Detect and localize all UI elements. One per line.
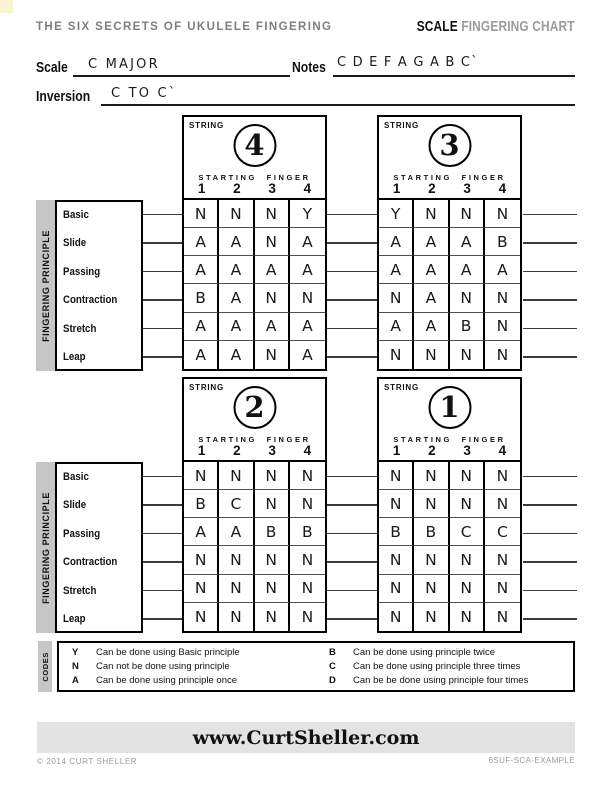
starting-finger-label: STARTING FINGER xyxy=(393,435,506,444)
connector-line xyxy=(327,504,377,506)
string-grid-1 xyxy=(377,377,522,633)
grid-cell: N xyxy=(379,546,414,574)
string-group-4-3 xyxy=(36,115,577,371)
principle-label: Stretch xyxy=(63,584,97,597)
grid-cell: B xyxy=(255,518,290,546)
connector-line xyxy=(327,242,377,244)
grid-cell: A xyxy=(219,313,254,341)
finger-numbers xyxy=(379,181,520,196)
connector-line xyxy=(327,328,377,330)
grid-cell: N xyxy=(219,200,254,228)
grid-cell: N xyxy=(485,546,520,574)
grid-cell: N xyxy=(219,462,254,490)
grid-cell: B xyxy=(290,518,325,546)
grid-cell: N xyxy=(414,490,449,518)
grid-cell: A xyxy=(414,313,449,341)
grid-cell: A xyxy=(219,228,254,256)
grid-cell: N xyxy=(184,575,219,603)
connector-line xyxy=(523,271,577,273)
inversion-field-value: C TO C` xyxy=(111,86,178,101)
principle-label: Contraction xyxy=(63,294,118,306)
finger-numbers xyxy=(184,443,325,458)
grid-cell: C xyxy=(219,490,254,518)
principle-label: Leap xyxy=(63,351,86,363)
fingering-principle-sidebar xyxy=(36,462,55,633)
finger-number: 3 xyxy=(268,443,276,458)
grid-cell: N xyxy=(184,200,219,228)
principle-label: Leap xyxy=(63,613,86,625)
connector-line xyxy=(143,618,182,620)
finger-numbers xyxy=(379,443,520,458)
connector-line xyxy=(327,271,377,273)
connector-line xyxy=(143,504,182,506)
grid-cell: A xyxy=(290,313,325,341)
grid-cell: A xyxy=(302,345,313,364)
connector-line xyxy=(523,476,577,478)
finger-number: 2 xyxy=(428,181,436,196)
grid-cell: A xyxy=(219,284,254,312)
document-title: THE SIX SECRETS OF UKULELE FINGERING xyxy=(36,21,333,33)
code-letter: C xyxy=(329,660,336,672)
connector-line xyxy=(143,356,182,358)
grid-cell: N xyxy=(414,603,449,631)
grid-cell: B xyxy=(379,518,414,546)
string-label: STRING xyxy=(189,383,225,392)
grid-cell: N xyxy=(450,546,485,574)
connector-line xyxy=(523,328,577,330)
grid-cell: A xyxy=(184,313,219,341)
scan-artifact xyxy=(0,0,13,13)
connector-line xyxy=(327,590,377,592)
code-item xyxy=(59,645,316,659)
grid-cell: A xyxy=(485,256,520,284)
finger-numbers xyxy=(184,181,325,196)
grid-cell: N xyxy=(414,462,449,490)
code-item xyxy=(316,645,573,659)
connector-line xyxy=(143,533,182,535)
grid-cell: A xyxy=(450,256,485,284)
finger-number: 3 xyxy=(463,181,471,196)
grid-cell: N xyxy=(485,200,520,228)
notes-field-line xyxy=(333,75,575,77)
grid-cell: N xyxy=(414,546,449,574)
grid-cell: N xyxy=(255,546,290,574)
code-description: Can not be done using principle xyxy=(96,660,230,672)
code-item xyxy=(59,674,316,688)
grid-cell: N xyxy=(255,575,290,603)
grid-cell: N xyxy=(255,228,290,256)
grid-cell: N xyxy=(290,490,325,518)
inversion-field-line xyxy=(101,104,575,106)
connector-line xyxy=(523,299,577,301)
code-description: Can be done using Basic principle xyxy=(96,646,240,658)
grid-cell: B xyxy=(485,228,520,256)
finger-number: 1 xyxy=(392,181,401,196)
grid-cell: Y xyxy=(290,200,325,228)
codes-legend-box xyxy=(57,641,575,692)
connector-line xyxy=(143,328,182,330)
notes-field-value: C D E F A G A B C` xyxy=(337,55,479,70)
copyright-text: © 2014 CURT SHELLER xyxy=(37,757,138,766)
chart-title-scale: SCALE xyxy=(416,19,459,35)
grid-cell: B xyxy=(184,284,219,312)
grid-cell: N xyxy=(290,462,325,490)
chart-title xyxy=(417,19,575,35)
connector-line xyxy=(143,299,182,301)
grid-cell: N xyxy=(255,603,290,631)
finger-number: 2 xyxy=(233,181,241,196)
finger-number: 3 xyxy=(268,181,276,196)
grid-cell: N xyxy=(496,607,509,626)
connector-line xyxy=(327,476,377,478)
fingering-principle-sidebar-label: FINGERING PRINCIPLE xyxy=(40,491,51,604)
grid-cell: A xyxy=(184,518,219,546)
grid-cell: A xyxy=(219,256,254,284)
grid-cell: N xyxy=(184,546,219,574)
connector-line xyxy=(143,271,182,273)
string-grid-3 xyxy=(377,115,522,371)
connector-line xyxy=(143,242,182,244)
connector-line xyxy=(523,356,577,358)
string-grid-2 xyxy=(182,377,327,633)
principle-label: Passing xyxy=(63,265,101,278)
finger-number: 4 xyxy=(303,443,312,458)
fingering-principle-sidebar xyxy=(36,200,55,371)
grid-cell: A xyxy=(290,228,325,256)
code-letter: A xyxy=(72,675,79,687)
connector-line xyxy=(143,476,182,478)
grid-cell: Y xyxy=(379,200,414,228)
footer-banner xyxy=(37,722,575,753)
grid-cell: N xyxy=(496,345,509,364)
grid-cell: A xyxy=(379,313,414,341)
connector-line xyxy=(143,561,182,563)
grid-cell: N xyxy=(290,575,325,603)
grid-header xyxy=(182,115,327,200)
connector-line xyxy=(327,356,377,358)
grid-cell: N xyxy=(255,462,290,490)
grid-cell: N xyxy=(485,490,520,518)
grid-header xyxy=(182,377,327,462)
grid-cell: N xyxy=(219,575,254,603)
grid-cell: C xyxy=(485,518,520,546)
grid-cell: N xyxy=(450,341,485,369)
code-letter: Y xyxy=(72,646,79,658)
connector-line xyxy=(327,533,377,535)
grid-body xyxy=(377,462,522,633)
grid-cell: N xyxy=(379,284,414,312)
principle-label: Basic xyxy=(63,470,89,483)
grid-cell: A xyxy=(184,341,219,369)
grid-cell: B xyxy=(184,490,219,518)
grid-cell: N xyxy=(414,575,449,603)
chart-title-fingering-chart: FINGERING CHART xyxy=(461,19,575,35)
grid-header xyxy=(377,377,522,462)
document-code: 6SUF-SCA-EXAMPLE xyxy=(488,756,575,765)
grid-body xyxy=(182,200,327,371)
code-item xyxy=(316,659,573,673)
grid-cell: A xyxy=(450,228,485,256)
grid-cell: N xyxy=(255,490,290,518)
grid-cell: N xyxy=(450,284,485,312)
starting-finger-label: STARTING FINGER xyxy=(198,435,311,444)
finger-number: 3 xyxy=(463,443,471,458)
code-letter: N xyxy=(72,660,79,672)
connector-line xyxy=(143,214,182,216)
grid-cell: N xyxy=(219,603,254,631)
string-number-circle: 3 xyxy=(428,124,471,167)
finger-number: 1 xyxy=(197,181,206,196)
connector-line xyxy=(523,242,577,244)
grid-cell: N xyxy=(290,546,325,574)
principle-label-box xyxy=(55,200,143,371)
grid-cell: B xyxy=(414,518,449,546)
connector-line xyxy=(327,561,377,563)
grid-cell: N xyxy=(450,200,485,228)
grid-cell: N xyxy=(255,284,290,312)
connector-line xyxy=(523,504,577,506)
codes-sidebar-label: CODES xyxy=(40,651,50,682)
connector-line xyxy=(523,533,577,535)
grid-cell: N xyxy=(485,313,520,341)
principle-label: Contraction xyxy=(63,556,118,568)
inversion-field-label: Inversion xyxy=(36,89,91,105)
grid-cell: A xyxy=(379,228,414,256)
code-description: Can be done using principle once xyxy=(96,675,238,687)
code-item xyxy=(316,674,573,688)
codes-sidebar xyxy=(38,641,52,692)
grid-cell: B xyxy=(450,313,485,341)
starting-finger-label: STARTING FINGER xyxy=(393,173,506,182)
grid-header xyxy=(377,115,522,200)
grid-body xyxy=(182,462,327,633)
grid-cell: N xyxy=(414,200,449,228)
grid-cell: A xyxy=(184,228,219,256)
connector-line xyxy=(523,561,577,563)
grid-body xyxy=(377,200,522,371)
code-description: Can be be done using principle four times xyxy=(353,675,529,687)
finger-number: 1 xyxy=(197,443,206,458)
principle-label-box xyxy=(55,462,143,633)
finger-number: 4 xyxy=(498,443,507,458)
string-number-circle: 2 xyxy=(233,386,276,429)
website-text: www.CurtSheller.com xyxy=(192,726,420,749)
grid-cell: N xyxy=(485,575,520,603)
code-description: Can be done using principle three times xyxy=(353,660,521,672)
principle-label: Passing xyxy=(63,527,101,540)
string-label: STRING xyxy=(384,383,420,392)
grid-cell: N xyxy=(379,341,414,369)
grid-cell: N xyxy=(219,546,254,574)
grid-cell: N xyxy=(255,200,290,228)
grid-cell: N xyxy=(485,284,520,312)
code-item xyxy=(59,659,316,673)
grid-cell: A xyxy=(414,256,449,284)
grid-cell: N xyxy=(184,462,219,490)
grid-cell: A xyxy=(414,284,449,312)
grid-cell: N xyxy=(379,462,414,490)
fingering-principle-sidebar-label: FINGERING PRINCIPLE xyxy=(40,229,51,342)
string-grid-4 xyxy=(182,115,327,371)
grid-cell: A xyxy=(219,518,254,546)
connector-line xyxy=(523,214,577,216)
connector-line xyxy=(523,590,577,592)
grid-cell: N xyxy=(290,284,325,312)
grid-cell: A xyxy=(379,256,414,284)
finger-number: 4 xyxy=(498,181,507,196)
string-label: STRING xyxy=(384,121,420,130)
grid-cell: A xyxy=(414,228,449,256)
string-number-circle: 4 xyxy=(233,124,276,167)
principle-label: Basic xyxy=(63,208,89,221)
principle-label: Slide xyxy=(63,237,87,249)
grid-cell: N xyxy=(379,603,414,631)
connector-line xyxy=(327,299,377,301)
connector-line xyxy=(327,618,377,620)
connector-line xyxy=(523,618,577,620)
grid-cell: C xyxy=(450,518,485,546)
grid-cell: A xyxy=(255,313,290,341)
grid-cell: N xyxy=(450,603,485,631)
grid-cell: N xyxy=(301,607,314,626)
grid-cell: N xyxy=(485,462,520,490)
scale-field-line xyxy=(73,75,290,77)
grid-cell: A xyxy=(219,341,254,369)
principle-label: Slide xyxy=(63,499,87,511)
grid-cell: N xyxy=(450,575,485,603)
grid-cell: N xyxy=(450,490,485,518)
scale-field-value: C MAJOR xyxy=(88,57,160,72)
string-label: STRING xyxy=(189,121,225,130)
grid-cell: N xyxy=(450,462,485,490)
grid-cell: A xyxy=(290,256,325,284)
code-letter: B xyxy=(329,646,336,658)
finger-number: 2 xyxy=(233,443,241,458)
string-group-2-1 xyxy=(36,377,577,633)
scale-field-label: Scale xyxy=(36,60,68,76)
connector-line xyxy=(327,214,377,216)
grid-cell: N xyxy=(379,490,414,518)
connector-line xyxy=(143,590,182,592)
finger-number: 4 xyxy=(303,181,312,196)
grid-cell: A xyxy=(255,256,290,284)
grid-cell: N xyxy=(184,603,219,631)
codes-section xyxy=(38,641,575,692)
starting-finger-label: STARTING FINGER xyxy=(198,173,311,182)
string-number-circle: 1 xyxy=(428,386,471,429)
principle-label: Stretch xyxy=(63,322,97,335)
grid-cell: N xyxy=(414,341,449,369)
finger-number: 2 xyxy=(428,443,436,458)
code-description: Can be done using principle twice xyxy=(353,646,496,658)
notes-field-label: Notes xyxy=(292,60,326,76)
grid-cell: N xyxy=(255,341,290,369)
code-letter: D xyxy=(329,675,336,687)
finger-number: 1 xyxy=(392,443,401,458)
grid-cell: N xyxy=(379,575,414,603)
grid-cell: A xyxy=(184,256,219,284)
